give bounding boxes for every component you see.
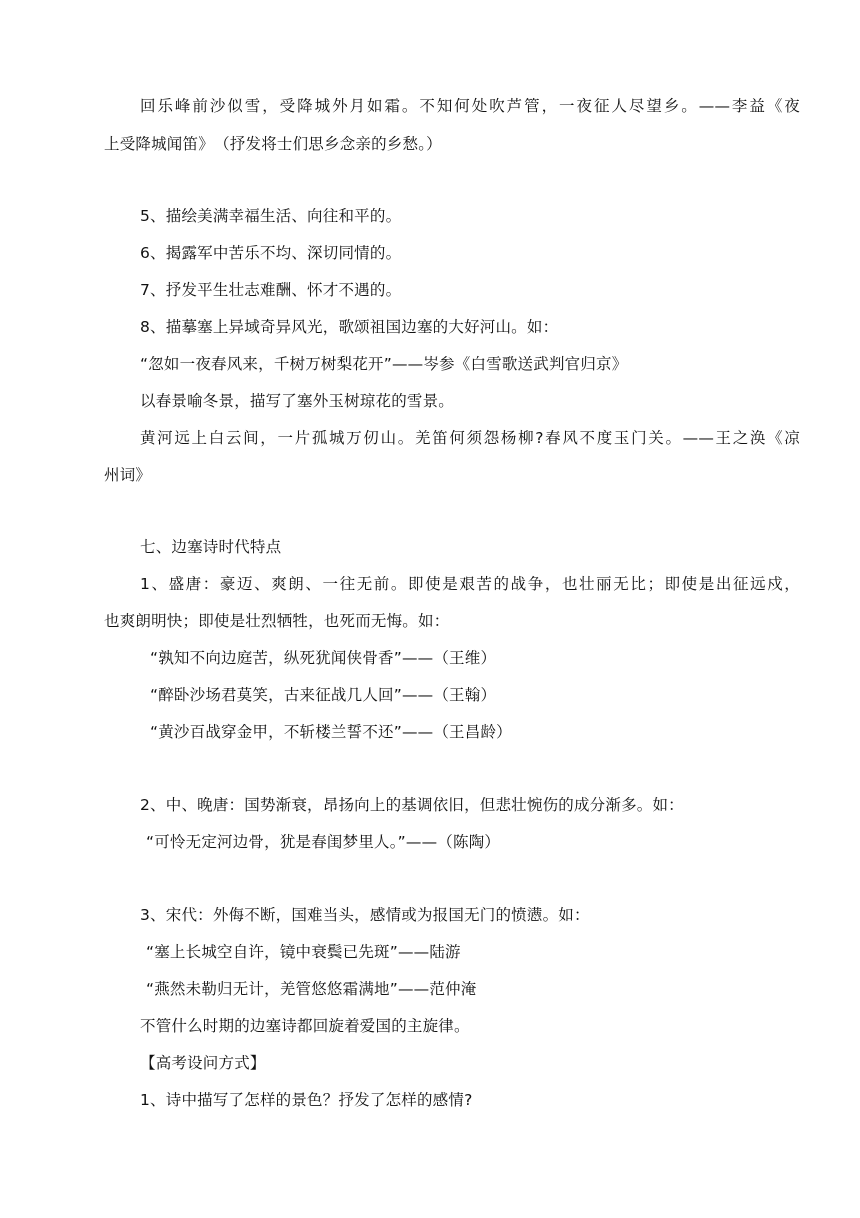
exam-question-1: 1、诗中描写了怎样的景色？抒发了怎样的感情? — [140, 1091, 473, 1109]
quote-wang-han: “醉卧沙场君莫笑，古来征战几人回”——（王翰） — [150, 686, 497, 704]
era-high-tang: 1、盛唐：豪迈、爽朗、一往无前。即使是艰苦的战争，也壮丽无比；即使是出征远戍， — [140, 575, 800, 593]
summary-line: 不管什么时期的边塞诗都回旋着爱国的主旋律。 — [140, 1017, 470, 1035]
section-heading-7: 七、边塞诗时代特点 — [140, 538, 282, 556]
quote-cen-shen: “忽如一夜春风来，千树万树梨花开”——岑参《白雪歌送武判官归京》 — [140, 355, 628, 373]
list-item-8: 8、描摹塞上异域奇异风光，歌颂祖国边塞的大好河山。如： — [140, 318, 559, 336]
list-item-5: 5、描绘美满幸福生活、向往和平的。 — [140, 207, 402, 225]
era-mid-late-tang: 2、中、晚唐：国势渐衰，昂扬向上的基调依旧，但悲壮惋伤的成分渐多。如： — [140, 796, 684, 814]
quote-wang-wei: “孰知不向边庭苦，纵死犹闻侠骨香”——（王维） — [150, 649, 497, 667]
quote-chen-tao: “可怜无定河边骨，犹是春闺梦里人。”——（陈陶） — [146, 833, 501, 851]
list-item-6: 6、揭露军中苦乐不均、深切同情的。 — [140, 244, 402, 262]
exam-question-heading: 【高考设问方式】 — [140, 1054, 266, 1072]
quote-fan-zhongyan: “燕然未勒归无计，羌管悠悠霜满地”——范仲淹 — [146, 980, 477, 998]
quote-lu-you: “塞上长城空自许，镜中衰鬓已先斑”——陆游 — [146, 943, 461, 961]
era-song: 3、宋代：外侮不断，国难当头，感情或为报国无门的愤懑。如： — [140, 906, 590, 924]
quote-explanation: 以春景喻冬景，描写了塞外玉树琼花的雪景。 — [140, 392, 455, 410]
list-item-7: 7、抒发平生壮志难酬、怀才不遇的。 — [140, 281, 402, 299]
era-high-tang-cont: 也爽朗明快；即使是壮烈牺牲，也死而无悔。如： — [104, 612, 450, 630]
quote-wang-changling: “黄沙百战穿金甲，不斩楼兰誓不还”——（王昌龄） — [150, 723, 512, 741]
poem-line-1-cont: 上受降城闻笛》 （抒发将士们思乡念亲的乡愁。） — [104, 135, 442, 153]
poem-line-1: 回乐峰前沙似雪，受降城外月如霜。不知何处吹芦管，一夜征人尽望乡。——李益《夜 — [140, 97, 800, 115]
poem-line-2-cont: 州词》 — [104, 466, 152, 484]
poem-line-2: 黄河远上白云间，一片孤城万仞山。羌笛何须怨杨柳?春风不度玉门关。——王之涣《凉 — [140, 429, 800, 447]
